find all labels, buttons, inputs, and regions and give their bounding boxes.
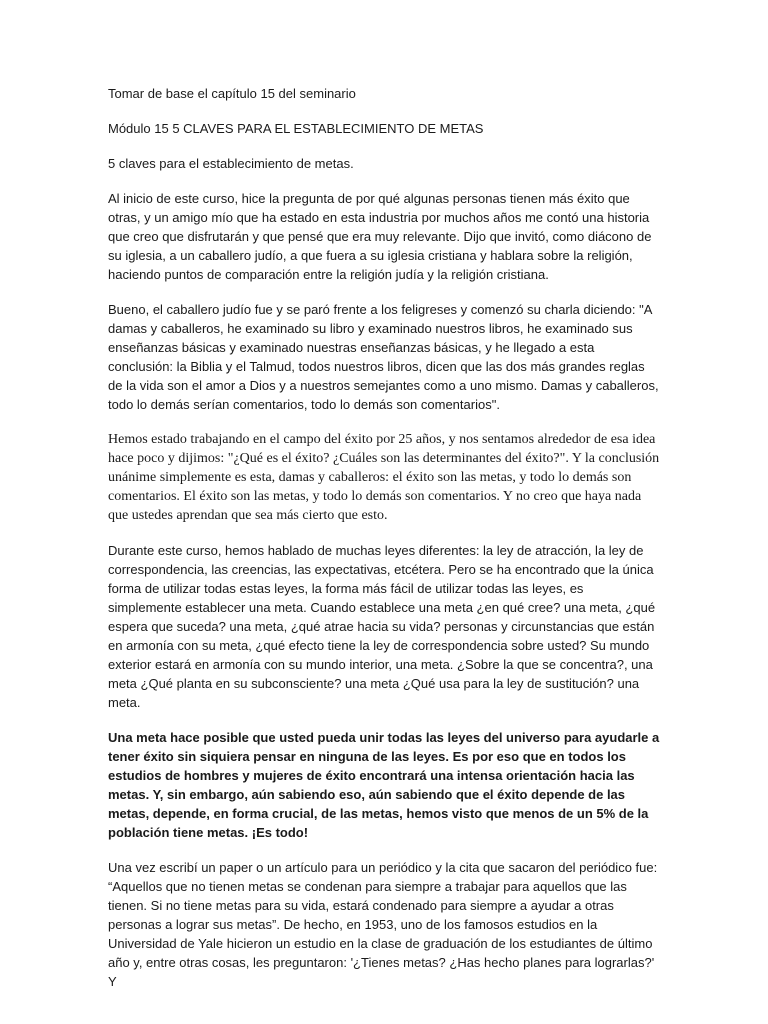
- paragraph-6: Una vez escribí un paper o un artículo para un periódico y la cita que sacaron del periódico fue: “Aquellos que no tienen metas se condenan para siempre a trabajar para aquellos que las tienen. Si no tiene metas para su vida, estará condenado para siempre a ayudar a otras personas a lograr sus metas”. De hecho, en 1953, uno de los famosos estudios en la Universidad de Yale hicieron un estudio en la clase de graduación de los estudiantes de último año y, entre otras cosas, les preguntaron: '¿Tienes metas? ¿Has hecho planes para lograrlas?' Y: [108, 860, 658, 989]
- section-subtitle: 5 claves para el establecimiento de metas.: [108, 156, 354, 171]
- module-title: Módulo 15 5 CLAVES PARA EL ESTABLECIMIENTO DE METAS: [108, 121, 484, 136]
- paragraph-2: Bueno, el caballero judío fue y se paró frente a los feligreses y comenzó su charla diciendo: "A damas y caballeros, he examinado su libro y examinado nuestros libros, he examinado sus enseñanzas básicas y examinado nuestras enseñanzas básicas, y he llegado a esta conclusión: la Biblia y el Talmud, todos nuestros libros, dicen que las dos más grandes reglas de la vida son el amor a Dios y a nuestros semejantes como a uno mismo. Damas y caballeros, todo lo demás serían comentarios, todo lo demás son comentarios".: [108, 302, 659, 412]
- document-page: [108, 84, 660, 1007]
- paragraph-5: Una meta hace posible que usted pueda unir todas las leyes del universo para ayudarle a tener éxito sin siquiera pensar en ninguna de las leyes. Es por eso que en todos los estudios de hombres y mujeres de éxito encontrará una intensa orientación hacia las metas. Y, sin embargo, aún sabiendo eso, aún sabiendo que el éxito depende de las metas, depende, en forma crucial, de las metas, hemos visto que menos de un 5% de la población tiene metas. ¡Es todo!: [108, 730, 660, 840]
- paragraph-3: Hemos estado trabajando en el campo del éxito por 25 años, y nos sentamos alrededor de esa idea hace poco y dijimos: "¿Qué es el éxito? ¿Cuáles son las determinantes del éxito?". Y la conclusión unánime simplemente es esta, damas y caballeros: el éxito son las metas, y todo lo demás son comentarios. El éxito son las metas, y todo lo demás son comentarios. Y no creo que haya nada que ustedes aprendan que sea más cierto que esto.: [108, 432, 660, 523]
- seminar-reference: Tomar de base el capítulo 15 del seminario: [108, 86, 356, 101]
- paragraph-4: Durante este curso, hemos hablado de muchas leyes diferentes: la ley de atracción, la ley de correspondencia, las creencias, las expectativas, etcétera. Pero se ha encontrado que la única forma de utilizar todas estas leyes, la forma más fácil de utilizar todas las leyes, es simplemente establecer una meta. Cuando establece una meta ¿en qué cree? una meta, ¿qué espera que suceda? una meta, ¿qué atrae hacia su vida? personas y circunstancias que están en armonía con su meta, ¿qué efecto tiene la ley de correspondencia sobre usted? Su mundo exterior estará en armonía con su mundo interior, una meta. ¿Sobre la que se concentra?, una meta ¿Qué planta en su subconsciente? una meta ¿Qué usa para la ley de sustitución? una meta.: [108, 543, 656, 710]
- paragraph-1: Al inicio de este curso, hice la pregunta de por qué algunas personas tienen más éxito que otras, y un amigo mío que ha estado en esta industria por muchos años me contó una historia que creo que disfrutarán y que pensé que era muy relevante. Dijo que invitó, como diácono de su iglesia, a un caballero judío, a que fuera a su iglesia cristiana y hablara sobre la religión, haciendo puntos de comparación entre la religión judía y la religión cristiana.: [108, 191, 652, 282]
